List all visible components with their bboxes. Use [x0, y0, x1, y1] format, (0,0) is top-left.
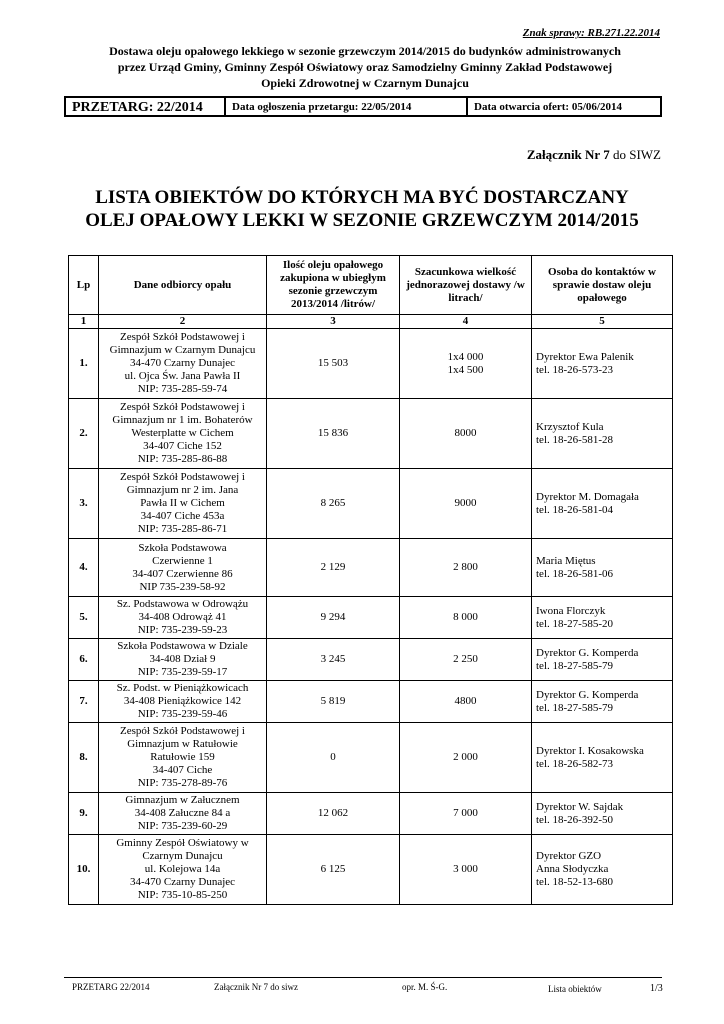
recipient-line: Sz. Podst. w Pieniążkowicach — [116, 682, 249, 694]
recipient-line: NIP: 735-10-85-250 — [137, 889, 228, 901]
contact-line: tel. 18-26-581-04 — [536, 503, 613, 516]
table-header-row — [69, 256, 673, 315]
contact-line: tel. 18-27-585-79 — [536, 659, 613, 672]
last-season-cell: 15 503 — [267, 329, 400, 399]
column-number-row — [69, 315, 673, 329]
recipient-cell — [99, 723, 267, 793]
row-number: 5. — [69, 597, 99, 639]
recipient-line: ul. Kolejowa 14a — [144, 863, 221, 875]
recipient-line: Zespół Szkół Podstawowej i — [120, 401, 245, 413]
page-title — [60, 186, 664, 232]
contact-line: tel. 18-26-392-50 — [536, 813, 613, 826]
recipient-line: Pawła II w Cichem — [140, 497, 225, 509]
header-lp: Lp — [69, 256, 99, 315]
table-row — [69, 835, 673, 905]
table-row — [69, 329, 673, 399]
contact-line: tel. 18-26-581-28 — [536, 433, 613, 446]
header-recipient: Dane odbiorcy opału — [99, 256, 267, 315]
recipient-line: NIP: 735-239-59-23 — [137, 624, 228, 636]
tender-info-box — [64, 96, 662, 117]
row-number: 9. — [69, 793, 99, 835]
last-season-cell: 2 129 — [267, 539, 400, 597]
contact-cell — [532, 597, 673, 639]
recipient-line: Westerplatte w Cichem — [131, 427, 234, 439]
last-season-cell: 0 — [267, 723, 400, 793]
delivery-line: 9000 — [454, 497, 477, 509]
recipient-line: Gimnazjum nr 2 im. Jana — [126, 484, 239, 496]
delivery-cell — [400, 399, 532, 469]
row-number: 4. — [69, 539, 99, 597]
attachment-suffix: do SIWZ — [609, 147, 661, 162]
recipient-line: 34-470 Czarny Dunajec — [129, 357, 236, 369]
subject-line: Dostawa oleju opałowego lekkiego w sezonie grzewczym 2014/2015 do budynków administrowanych — [109, 44, 621, 58]
last-season-cell: 12 062 — [267, 793, 400, 835]
contact-line: Dyrektor M. Domagała — [536, 490, 639, 503]
recipient-line: NIP: 735-278-89-76 — [137, 777, 228, 789]
contact-line: tel. 18-52-13-680 — [536, 876, 613, 888]
table-row — [69, 399, 673, 469]
contact-cell — [532, 329, 673, 399]
contact-line: Dyrektor W. Sajdak — [536, 800, 624, 813]
last-season-cell: 8 265 — [267, 469, 400, 539]
header-last-season: Ilość oleju opałowego zakupiona w ubiegłym sezonie grzewczym 2013/2014 /litrów/ — [267, 256, 400, 315]
title-line: LISTA OBIEKTÓW DO KTÓRYCH MA BYĆ DOSTARCZANY — [95, 187, 629, 208]
delivery-cell — [400, 469, 532, 539]
recipient-line: NIP 735-239-58-92 — [139, 580, 226, 593]
recipient-line: 34-407 Ciche 152 — [143, 440, 222, 452]
recipient-cell — [99, 329, 267, 399]
recipient-line: 34-408 Załuczne 84 a — [134, 807, 231, 819]
table-row — [69, 597, 673, 639]
recipient-line: NIP: 735-285-86-88 — [137, 453, 228, 465]
recipient-line: 34-470 Czarny Dunajec — [129, 876, 236, 888]
recipient-line: NIP: 735-239-59-17 — [137, 666, 228, 678]
recipient-line: Gimnazjum w Ratułowie — [127, 738, 238, 750]
recipient-line: Gimnazjum w Załucznem — [125, 794, 240, 806]
objects-table — [68, 255, 673, 905]
column-number: 2 — [99, 315, 267, 329]
footer-section: Lista obiektów — [548, 984, 602, 994]
footer-prepared: opr. M. Ś-G. — [402, 982, 448, 992]
contact-cell — [532, 539, 673, 597]
recipient-line: Czarnym Dunajcu — [142, 850, 223, 862]
table-row — [69, 793, 673, 835]
table-body — [69, 329, 673, 905]
delivery-line: 4800 — [454, 695, 477, 707]
contact-cell — [532, 835, 673, 905]
recipient-cell — [99, 399, 267, 469]
contact-line: Krzysztof Kula — [536, 420, 604, 433]
attachment-label — [527, 147, 661, 163]
footer-attachment: Załącznik Nr 7 do siwz — [214, 982, 298, 992]
recipient-cell — [99, 793, 267, 835]
recipient-line: Ratułowie 159 — [150, 751, 215, 763]
row-number: 2. — [69, 399, 99, 469]
contact-cell — [532, 639, 673, 681]
column-number: 5 — [532, 315, 673, 329]
contact-line: Iwona Florczyk — [536, 604, 606, 617]
announcement-date: Data ogłoszenia przetargu: 22/05/2014 — [226, 98, 468, 115]
attachment-number: Załącznik Nr 7 — [526, 147, 610, 162]
recipient-line: 34-408 Odrowąż 41 — [138, 611, 227, 623]
delivery-line: 8000 — [454, 427, 477, 439]
tender-number: PRZETARG: 22/2014 — [66, 98, 226, 115]
recipient-line: Szkoła Podstawowa — [138, 541, 227, 554]
delivery-cell — [400, 639, 532, 681]
delivery-cell — [400, 793, 532, 835]
column-number: 4 — [400, 315, 532, 329]
contact-line: Anna Słodyczka — [536, 863, 609, 875]
last-season-cell: 5 819 — [267, 681, 400, 723]
recipient-line: NIP: 735-239-60-29 — [137, 820, 228, 832]
recipient-cell — [99, 539, 267, 597]
table-row — [69, 723, 673, 793]
subject-line: Opieki Zdrowotnej w Czarnym Dunajcu — [261, 76, 469, 90]
header-contact: Osoba do kontaktów w sprawie dostaw oleju opałowego — [532, 256, 673, 315]
footer-page-number: 1/3 — [650, 983, 663, 994]
delivery-line: 2 250 — [453, 653, 478, 665]
title-line: OLEJ OPAŁOWY LEKKI W SEZONIE GRZEWCZYM 2014/2015 — [85, 210, 639, 231]
table-row — [69, 539, 673, 597]
opening-date: Data otwarcia ofert: 05/06/2014 — [474, 101, 622, 113]
delivery-line: 1x4 500 — [447, 363, 484, 376]
last-season-cell: 15 836 — [267, 399, 400, 469]
subject-line: przez Urząd Gminy, Gminny Zespół Oświatowy oraz Samodzielny Gminny Zakład Podstawowej — [117, 60, 613, 74]
delivery-line: 8 000 — [453, 611, 478, 623]
recipient-line: 34-407 Ciche 453a — [140, 510, 225, 522]
recipient-cell — [99, 681, 267, 723]
recipient-line: NIP: 735-285-86-71 — [137, 523, 228, 535]
row-number: 1. — [69, 329, 99, 399]
delivery-line: 2 800 — [453, 561, 478, 573]
case-reference: Znak sprawy: RB.271.22.2014 — [522, 27, 660, 39]
table-row — [69, 469, 673, 539]
contact-cell — [532, 469, 673, 539]
delivery-cell — [400, 597, 532, 639]
contact-line: Dyrektor Ewa Palenik — [536, 350, 634, 363]
delivery-cell — [400, 539, 532, 597]
contact-line: tel. 18-26-582-73 — [536, 757, 613, 770]
row-number: 3. — [69, 469, 99, 539]
contact-line: Dyrektor G. Komperda — [536, 688, 639, 701]
row-number: 7. — [69, 681, 99, 723]
recipient-line: Sz. Podstawowa w Odrowążu — [116, 598, 249, 610]
contact-cell — [532, 399, 673, 469]
contact-line: tel. 18-27-585-20 — [536, 617, 613, 630]
recipient-line: Zespół Szkół Podstawowej i — [120, 471, 245, 483]
recipient-line: Szkoła Podstawowa w Dziale — [117, 640, 248, 652]
delivery-cell — [400, 723, 532, 793]
contact-line: Dyrektor GZO — [536, 850, 602, 862]
contact-line: tel. 18-26-581-06 — [536, 567, 613, 580]
last-season-cell: 9 294 — [267, 597, 400, 639]
row-number: 10. — [69, 835, 99, 905]
last-season-cell: 6 125 — [267, 835, 400, 905]
delivery-line: 2 000 — [453, 751, 478, 763]
header-delivery: Szacunkowa wielkość jednorazowej dostawy /w litrach/ — [400, 256, 532, 315]
contact-line: Dyrektor G. Komperda — [536, 646, 639, 659]
recipient-line: ul. Ojca Św. Jana Pawła II — [124, 370, 241, 382]
recipient-line: Gminny Zespół Oświatowy w — [116, 837, 249, 849]
delivery-cell — [400, 835, 532, 905]
page-footer — [64, 977, 663, 994]
delivery-line: 1x4 000 — [447, 350, 484, 363]
row-number: 8. — [69, 723, 99, 793]
footer-tender: PRZETARG 22/2014 — [72, 982, 150, 992]
recipient-line: Zespół Szkół Podstawowej i — [120, 331, 245, 343]
recipient-line: 34-408 Pieniążkowice 142 — [123, 695, 242, 707]
recipient-line: 34-407 Ciche — [152, 764, 213, 776]
delivery-line: 3 000 — [453, 863, 478, 875]
contact-line: tel. 18-26-573-23 — [536, 363, 613, 376]
recipient-cell — [99, 835, 267, 905]
contact-line: Dyrektor I. Kosakowska — [536, 744, 644, 757]
row-number: 6. — [69, 639, 99, 681]
contact-cell — [532, 723, 673, 793]
recipient-line: 34-407 Czerwienne 86 — [132, 567, 233, 580]
delivery-cell — [400, 329, 532, 399]
recipient-line: NIP: 735-285-59-74 — [137, 383, 228, 395]
table-row — [69, 639, 673, 681]
contact-cell — [532, 793, 673, 835]
tender-subject — [60, 43, 670, 91]
table-row — [69, 681, 673, 723]
recipient-line: 34-408 Dział 9 — [149, 653, 216, 665]
column-number: 3 — [267, 315, 400, 329]
column-number: 1 — [69, 315, 99, 329]
recipient-cell — [99, 639, 267, 681]
recipient-line: Zespół Szkół Podstawowej i — [120, 725, 245, 737]
recipient-line: Gimnazjum w Czarnym Dunajcu — [109, 344, 256, 356]
recipient-line: Gimnazjum nr 1 im. Bohaterów — [112, 414, 253, 426]
last-season-cell: 3 245 — [267, 639, 400, 681]
recipient-cell — [99, 469, 267, 539]
recipient-cell — [99, 597, 267, 639]
recipient-line: NIP: 735-239-59-46 — [137, 708, 228, 720]
delivery-line: 7 000 — [453, 807, 478, 819]
contact-line: tel. 18-27-585-79 — [536, 701, 613, 714]
recipient-line: Czerwienne 1 — [152, 554, 213, 567]
contact-line: Maria Miętus — [536, 554, 596, 567]
contact-cell — [532, 681, 673, 723]
delivery-cell — [400, 681, 532, 723]
